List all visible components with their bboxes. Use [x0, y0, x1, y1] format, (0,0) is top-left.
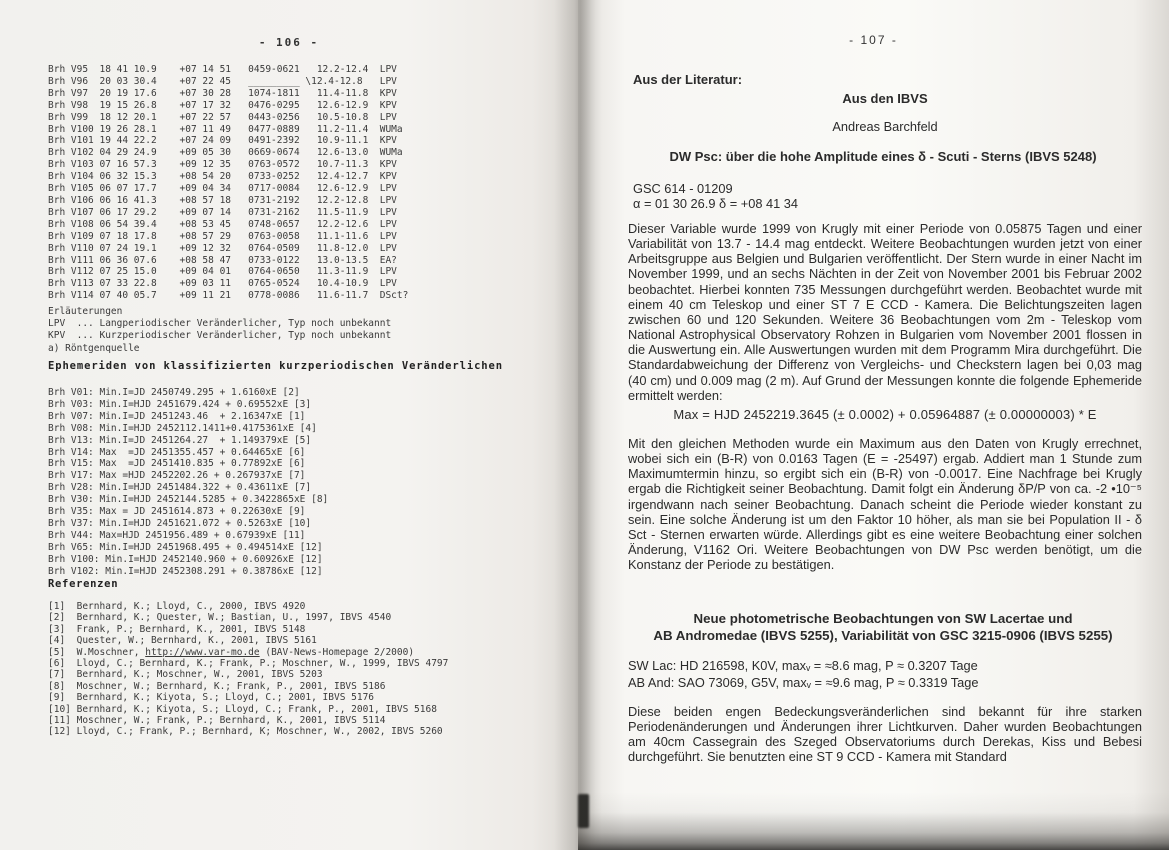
object-id: GSC 614 - 01209: [633, 181, 733, 196]
table-row: Brh V109 07 18 17.8 +08 57 29 0763-0058 11.1-11.6 LPV: [48, 230, 397, 242]
article2-heading: [608, 611, 1158, 644]
ephemeris-line: Brh V65: Min.I=HJD 2451968.495 + 0.494514xE [12]: [48, 541, 323, 553]
references-list: [48, 601, 448, 738]
note-line: a) Röntgenquelle: [48, 342, 140, 354]
references-heading: Referenzen: [48, 578, 119, 590]
variable-star-table: [48, 64, 408, 302]
table-row: Brh V97 20 19 17.6 +07 30 28 1074-1811 11.4-11.8 KPV: [48, 87, 397, 99]
page-107: [578, 0, 1169, 850]
table-row: Brh V102 04 29 24.9 +09 05 30 0669-0674 12.6-13.0 WUMa: [48, 147, 403, 159]
reference-line: [48, 647, 448, 658]
reference-line: [3] Frank, P.; Bernhard, K., 2001, IBVS 5148: [48, 623, 306, 635]
ibvs-title: Aus den IBVS: [842, 91, 928, 106]
ephemeris-line: Brh V28: Min.I=HJD 2451484.322 + 0.43611xE [7]: [48, 482, 312, 494]
star-line-ab-and: AB And: SAO 73069, G5V, maxᵥ = ≈9.6 mag, P ≈ 0.3319 Tage: [628, 674, 979, 690]
table-row: Brh V112 07 25 15.0 +09 04 01 0764-0650 11.3-11.9 LPV: [48, 266, 397, 278]
article2-paragraph: Diese beiden engen Bedeckungsveränderlichen sind bekannt für ihre starken Periodenänderungen und Änderungen ihrer Lichtkurven. Daher wurden Beobachtungen am 40cm Cassegrain des Szeged Observatoriums durch Derekas, Kiss und Bebesi durchgeführt. Sie benutzten eine ST 9 CCD - Kamera mit Standard: [628, 704, 1142, 765]
ephemeris-line: Brh V17: Max =HJD 2452202.26 + 0.267937xE [7]: [48, 470, 306, 482]
article1-paragraph2: Mit den gleichen Methoden wurde ein Maximum aus den Daten von Krugly errechnet, wobei sich ein (B-R) von 0.0163 Tagen (E = -25497) ergab. Addiert man 1 Stunde zum Maximumtermin hinzu, so ergibt sich ein (B-R) von -0.0017. Eine Nachfrage bei Krugly ergab die Richtigkeit seiner Beobachtung. Damit folgt ein Änderung δP/P von ca. -2 •10⁻⁵ irgendwann nach seiner Beobachtung. Danach scheint die Periode wieder konstant zu sein. Eine solche Änderung ist um den Faktor 10 höher, als man sie bei Population II - δ Sct - Sternen erwarten würde. Allerdings gibt es eine weitere Beobachtung einer solchen Änderung, V1162 Ori. Weitere Beobachtungen von DW Psc werden benötigt, um die Konstanz der Periode zu bestätigen.: [628, 436, 1142, 573]
reference-line: [4] Quester, W.; Bernhard, K., 2001, IBVS 5161: [48, 635, 317, 647]
ephemeris-line: Brh V07: Min.I=JD 2451243.46 + 2.16347xE [1]: [48, 410, 306, 422]
table-row: Brh V114 07 40 05.7 +09 11 21 0778-0086 11.6-11.7 DSct?: [48, 290, 409, 302]
ephemeris-line: Brh V08: Min.I=HJD 2452112.1411+0.4175361xE [4]: [48, 422, 317, 434]
table-row: Brh V106 06 16 41.3 +08 57 18 0731-2192 12.2-12.8 LPV: [48, 194, 397, 206]
table-row: Brh V108 06 54 39.4 +08 53 45 0748-0657 12.2-12.6 LPV: [48, 218, 397, 230]
reference-line: [10] Bernhard, K.; Kiyota, S.; Lloyd, C.; Frank, P., 2001, IBVS 5168: [48, 703, 437, 715]
url-text: http://www.var-mo.de: [145, 646, 260, 658]
table-row: Brh V99 18 12 20.1 +07 22 57 0443-0256 10.5-10.8 LPV: [48, 111, 397, 123]
table-row: Brh V113 07 33 22.8 +09 03 11 0765-0524 10.4-10.9 LPV: [48, 278, 397, 290]
table-row: Brh V95 18 41 10.9 +07 14 51 0459-0621 12.2-12.4 LPV: [48, 64, 397, 75]
text-fragment: (BAV-News-Homepage 2/2000): [259, 646, 415, 658]
reference-line: [2] Bernhard, K.; Quester, W.; Bastian, U., 1997, IBVS 4540: [48, 612, 392, 624]
ephemeris-formula: Max = HJD 2452219.3645 (± 0.0002) + 0.05964887 (± 0.00000003) * E: [673, 407, 1097, 422]
star-line-sw-lac: SW Lac: HD 216598, K0V, maxᵥ = ≈8.6 mag, P ≈ 0.3207 Tage: [628, 658, 978, 673]
section-label: Aus der Literatur:: [633, 72, 743, 87]
article1-heading: DW Psc: über die hohe Amplitude eines δ - Scuti - Sterns (IBVS 5248): [669, 149, 1097, 164]
reference-line: [7] Bernhard, K.; Moschner, W., 2001, IBVS 5203: [48, 669, 323, 681]
page-number-right: - 107 -: [849, 33, 898, 47]
ephemeris-line: Brh V100: Min.I=HJD 2452140.960 + 0.60926xE [12]: [48, 553, 323, 565]
reference-line: [1] Bernhard, K.; Lloyd, C., 2000, IBVS 4920: [48, 601, 306, 612]
notes-block: [48, 306, 391, 355]
text-fragment: [5] W.Moschner,: [48, 646, 146, 658]
ephemeris-line: Brh V30: Min.I=HJD 2452144.5285 + 0.3422865xE [8]: [48, 494, 329, 506]
author-name: Andreas Barchfeld: [832, 119, 938, 134]
note-line: LPV ... Langperiodischer Veränderlicher, Typ noch unbekannt: [48, 318, 392, 330]
star-data-block: [628, 658, 979, 691]
table-row: Brh V103 07 16 57.3 +09 12 35 0763-0572 10.7-11.3 KPV: [48, 159, 397, 171]
ephemeris-line: Brh V102: Min.I=HJD 2452308.291 + 0.38786xE [12]: [48, 565, 323, 577]
table-row: Brh V104 06 32 15.3 +08 54 20 0733-0252 12.4-12.7 KPV: [48, 171, 397, 183]
note-line: Erläuterungen: [48, 306, 123, 317]
ephemeris-line: Brh V13: Min.I=JD 2451264.27 + 1.149379xE [5]: [48, 434, 312, 446]
ephemerides-heading: Ephemeriden von klassifizierten kurzperiodischen Veränderlichen: [48, 360, 503, 372]
ephemeris-list: [48, 387, 328, 578]
table-row: Brh V111 06 36 07.6 +08 58 47 0733-0122 13.0-13.5 EA?: [48, 254, 397, 266]
reference-line: [11] Moschner, W.; Frank, P.; Bernhard, K., 2001, IBVS 5114: [48, 715, 386, 727]
reference-line: [8] Moschner, W.; Bernhard, K.; Frank, P., 2001, IBVS 5186: [48, 680, 386, 692]
ephemeris-line: Brh V01: Min.I=JD 2450749.295 + 1.6160xE [2]: [48, 387, 300, 398]
ephemeris-line: Brh V37: Min.I=HJD 2451621.072 + 0.5263xE [10]: [48, 517, 312, 529]
scan-bottom-shadow: [578, 792, 1169, 850]
ephemeris-line: Brh V15: Max =JD 2451410.835 + 0.77892xE [6]: [48, 458, 306, 470]
coordinates: α = 01 30 26.9 δ = +08 41 34: [633, 196, 799, 211]
ephemeris-line: Brh V03: Min.I=HJD 2451679.424 + 0.69552xE [3]: [48, 398, 312, 410]
page-106: [0, 0, 578, 850]
table-row: Brh V98 19 15 26.8 +07 17 32 0476-0295 12.6-12.9 KPV: [48, 99, 397, 111]
reference-line: [9] Bernhard, K.; Kiyota, S.; Lloyd, C.; 2001, IBVS 5176: [48, 692, 375, 704]
reference-line: [6] Lloyd, C.; Bernhard, K.; Frank, P.; Moschner, W., 1999, IBVS 4797: [48, 658, 449, 670]
article2-heading-line2: AB Andromedae (IBVS 5255), Variabilität von GSC 3215-0906 (IBVS 5255): [653, 627, 1113, 643]
table-row: Brh V110 07 24 19.1 +09 12 32 0764-0509 11.8-12.0 LPV: [48, 242, 397, 254]
ephemeris-line: Brh V35: Max = JD 2451614.873 + 0.22630xE [9]: [48, 506, 306, 518]
table-row: Brh V100 19 26 28.1 +07 11 49 0477-0889 11.2-11.4 WUMa: [48, 123, 403, 135]
table-row: Brh V101 19 44 22.2 +07 24 09 0491-2392 10.9-11.1 KPV: [48, 135, 397, 147]
table-row: Brh V96 20 03 30.4 +07 22 45 _________ \12.4-12.8 LPV: [48, 75, 397, 87]
article1-paragraph1: Dieser Variable wurde 1999 von Krugly mit einer Periode von 0.05875 Tagen und einer Variabilität von 13.7 - 14.4 mag entdeckt. Weitere Beobachtungen wurden jetzt von einer Arbeitsgruppe aus Belgien und Bulgarien veröffentlicht. Der Stern wurde in einer Nacht im November 1999, und an sechs Nächten in der Zeit von November 2001 bis Februar 2002 beobachtet. Hierbei konnten 735 Messungen durchgeführt werden. Beobachtet wurde mit einem 40 cm Teleskop und einer ST 7 E CCD - Kamera. Die Belichtungszeiten lagen zwischen 60 und 120 Sekunden. Weitere 36 Beobachtungen vom 2m - Teleskop vom National Astrophysical Observatory Rohzen in Bulgarien vom November 2001 flossen in die Auswertung ein. Alle Auswertungen wurden mit dem Programm Mira durchgeführt. Die Standardabweichung der Differenz von Vergleichs- und Checkstern lagen bei 0,03 mag (40 cm) und 0.009 mag (2 m). Auf Grund der Messungen konnte die folgende Ephemeride ermittelt werden:: [628, 221, 1142, 403]
ephemeris-line: Brh V14: Max =JD 2451355.457 + 0.64465xE [6]: [48, 446, 306, 458]
table-row: Brh V107 06 17 29.2 +09 07 14 0731-2162 11.5-11.9 LPV: [48, 206, 397, 218]
note-line: KPV ... Kurzperiodischer Veränderlicher, Typ noch unbekannt: [48, 330, 392, 342]
ephemeris-line: Brh V44: Max=HJD 2451956.489 + 0.67939xE [11]: [48, 529, 306, 541]
page-number-left: - 106 -: [258, 36, 320, 49]
article2-heading-line1: Neue photometrische Beobachtungen von SW Lacertae und: [693, 611, 1073, 626]
scan-spine-mark: [578, 794, 589, 828]
table-row: Brh V105 06 07 17.7 +09 04 34 0717-0084 12.6-12.9 LPV: [48, 183, 397, 195]
reference-line: [12] Lloyd, C.; Frank, P.; Bernhard, K; Moschner, W., 2002, IBVS 5260: [48, 726, 443, 738]
